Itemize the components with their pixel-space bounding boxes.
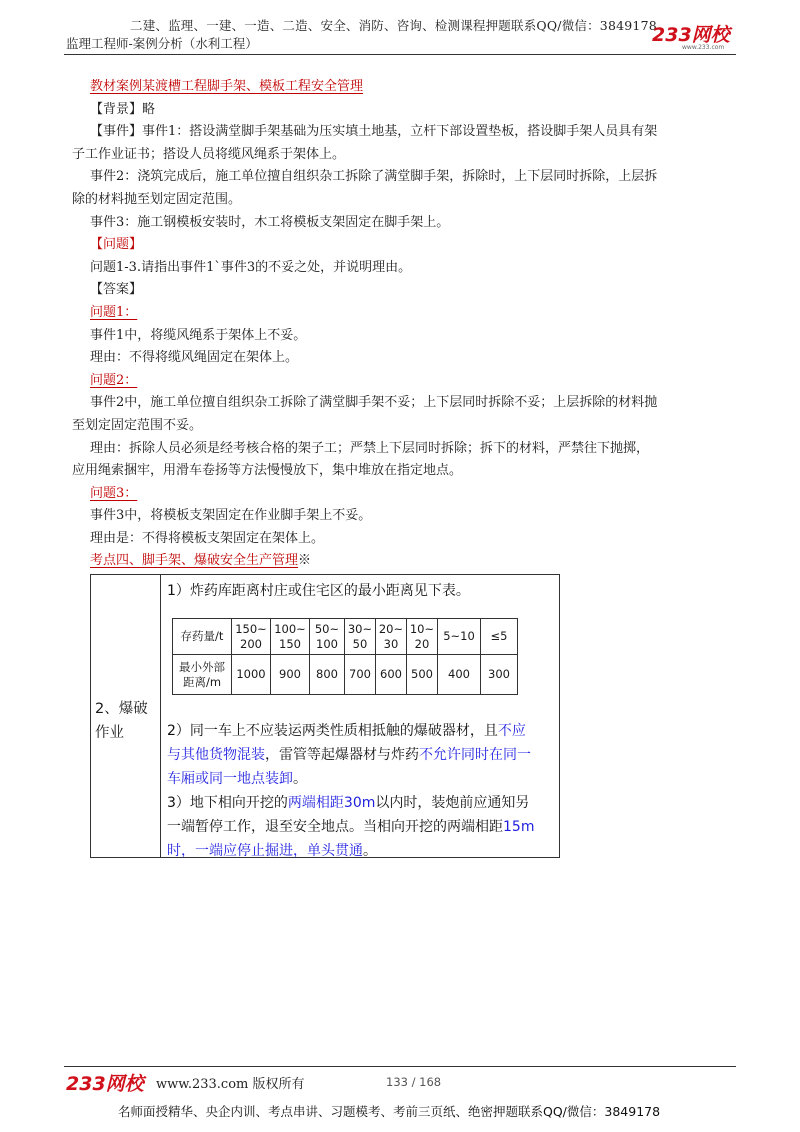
- q1-label: 问题1：: [90, 304, 138, 320]
- item3-part1: 3）地下相向开挖的: [167, 795, 288, 811]
- item3-part2: 以内时，装炮前应通知另: [375, 795, 530, 811]
- item3-text: [167, 791, 559, 863]
- q2-answer-line2: 至划定固定范围不妥。: [72, 417, 203, 433]
- logo-text: 233网校: [652, 24, 730, 46]
- value-cell: 800: [310, 655, 345, 695]
- item1-text: 1）炸药库距离村庄或住宅区的最小距离见下表。: [167, 583, 470, 599]
- key-point-mark: ※: [298, 553, 312, 569]
- value-cell: 400: [438, 655, 481, 695]
- col-5: 20~ 30: [376, 619, 407, 655]
- item3-highlight1: 两端相距30m: [287, 795, 376, 811]
- value-cell: 700: [345, 655, 376, 695]
- question-text: 问题1-3.请指出事件1`事件3的不妥之处，并说明理由。: [90, 259, 412, 275]
- value-cell: 300: [481, 655, 518, 695]
- blasting-label-line1: 2、爆破: [95, 701, 148, 717]
- item2-highlight1: 不应: [497, 723, 526, 739]
- answer-label: 【答案】: [90, 282, 143, 298]
- blasting-label-cell: [91, 575, 161, 857]
- q3-reason: 理由是：不得将模板支架固定在架体上。: [90, 530, 325, 546]
- item2-highlight3: 不允许同时在同一: [419, 747, 531, 763]
- row-label: 最小外部 距离/m: [173, 655, 232, 695]
- key-point-title: 考点四、脚手架、爆破安全生产管理: [90, 553, 299, 569]
- table-header-label: 存药量/t: [173, 619, 232, 655]
- item3-part4: 。: [363, 843, 377, 859]
- brand-logo-233: [652, 22, 738, 50]
- value-cell: 900: [271, 655, 310, 695]
- item2-highlight2: 与其他货物混装: [167, 747, 265, 763]
- event2-line2: 除的材料抛至划定固定范围。: [72, 191, 242, 207]
- item3-highlight3: 时，一端应停止掘进，单头贯通: [167, 843, 363, 859]
- explosive-distance-table: [172, 618, 518, 695]
- footer-contact-line: 名师面授精华、央企内训、考点串讲、习题模考、考前三页纸、绝密押题联系QQ/微信：3849178: [118, 1104, 661, 1119]
- event2-line1: 事件2：浇筑完成后，施工单位擅自组织杂工拆除了满堂脚手架，拆除时，上下层同时拆除，上层拆: [90, 169, 658, 185]
- value-cell: 600: [376, 655, 407, 695]
- col-2: 100~ 150: [271, 619, 310, 655]
- event1-line2: 子工作业证书；搭设人员将缆风绳系于架体上。: [72, 146, 346, 162]
- header-subtitle: 监理工程师-案例分析（水利工程）: [66, 36, 258, 51]
- case-title: 教材案例某渡槽工程脚手架、模板工程安全管理: [90, 79, 364, 94]
- value-cell: 500: [407, 655, 438, 695]
- footer-logo-233: [66, 1070, 148, 1096]
- footer-divider: [64, 1066, 736, 1067]
- q1-reason: 理由：不得将缆风绳固定在架体上。: [90, 350, 299, 366]
- item3-part3: 一端暂停工作，退至安全地点。当相向开挖的两端相距: [167, 819, 503, 835]
- item2-part3: 。: [293, 771, 307, 787]
- item2-part2: ，雷管等起爆器材与炸药: [265, 747, 419, 763]
- q2-reason-line1: 理由：拆除人员必须是经考核合格的架子工；严禁上下层同时拆除；拆下的材料，严禁往下抛掷，: [90, 440, 650, 456]
- item2-part1: 2）同一车上不应装运两类性质相抵触的爆破器材，且: [167, 723, 498, 739]
- q2-label: 问题2：: [90, 372, 138, 388]
- col-8: ≤5: [481, 619, 518, 655]
- page-number: 133 / 168: [386, 1075, 442, 1089]
- col-1: 150~ 200: [232, 619, 271, 655]
- logo-url: www.233.com: [682, 44, 725, 50]
- case-content: [72, 76, 730, 573]
- q2-reason-line2: 应用绳索捆牢，用滑车卷扬等方法慢慢放下，集中堆放在指定地点。: [72, 463, 463, 479]
- event1-line1: 【事件】事件1：搭设满堂脚手架基础为压实填土地基，立杆下部设置垫板，搭设脚手架人员具有架: [90, 124, 658, 140]
- blasting-label-line2: 作业: [95, 725, 124, 741]
- col-3: 50~ 100: [310, 619, 345, 655]
- case-background: 【背景】略: [90, 101, 156, 117]
- footer-site: www.233.com 版权所有: [156, 1077, 305, 1092]
- event3-line: 事件3：施工钢模板安装时，木工将模板支架固定在脚手架上。: [90, 214, 450, 230]
- header-divider: [64, 54, 736, 55]
- header-contact-line: 二建、监理、一建、一造、二造、安全、消防、咨询、检测课程押题联系QQ/微信：3849178: [130, 18, 657, 33]
- col-6: 10~ 20: [407, 619, 438, 655]
- item2-text: [167, 719, 559, 791]
- item3-highlight2: 15m: [503, 819, 535, 835]
- footer-logo-text: 233网校: [66, 1073, 144, 1095]
- q3-answer: 事件3中，将模板支架固定在作业脚手架上不妥。: [90, 508, 372, 524]
- q3-label: 问题3：: [90, 485, 138, 501]
- col-7: 5~10: [438, 619, 481, 655]
- q1-answer: 事件1中，将缆风绳系于架体上不妥。: [90, 327, 307, 343]
- blasting-table: [90, 574, 560, 858]
- question-label: 【问题】: [90, 237, 143, 253]
- item2-highlight4: 车厢或同一地点装卸: [167, 771, 293, 787]
- col-4: 30~ 50: [345, 619, 376, 655]
- q2-answer-line1: 事件2中，施工单位擅自组织杂工拆除了满堂脚手架不妥；上下层同时拆除不妥；上层拆除的材料抛: [90, 395, 658, 411]
- value-cell: 1000: [232, 655, 271, 695]
